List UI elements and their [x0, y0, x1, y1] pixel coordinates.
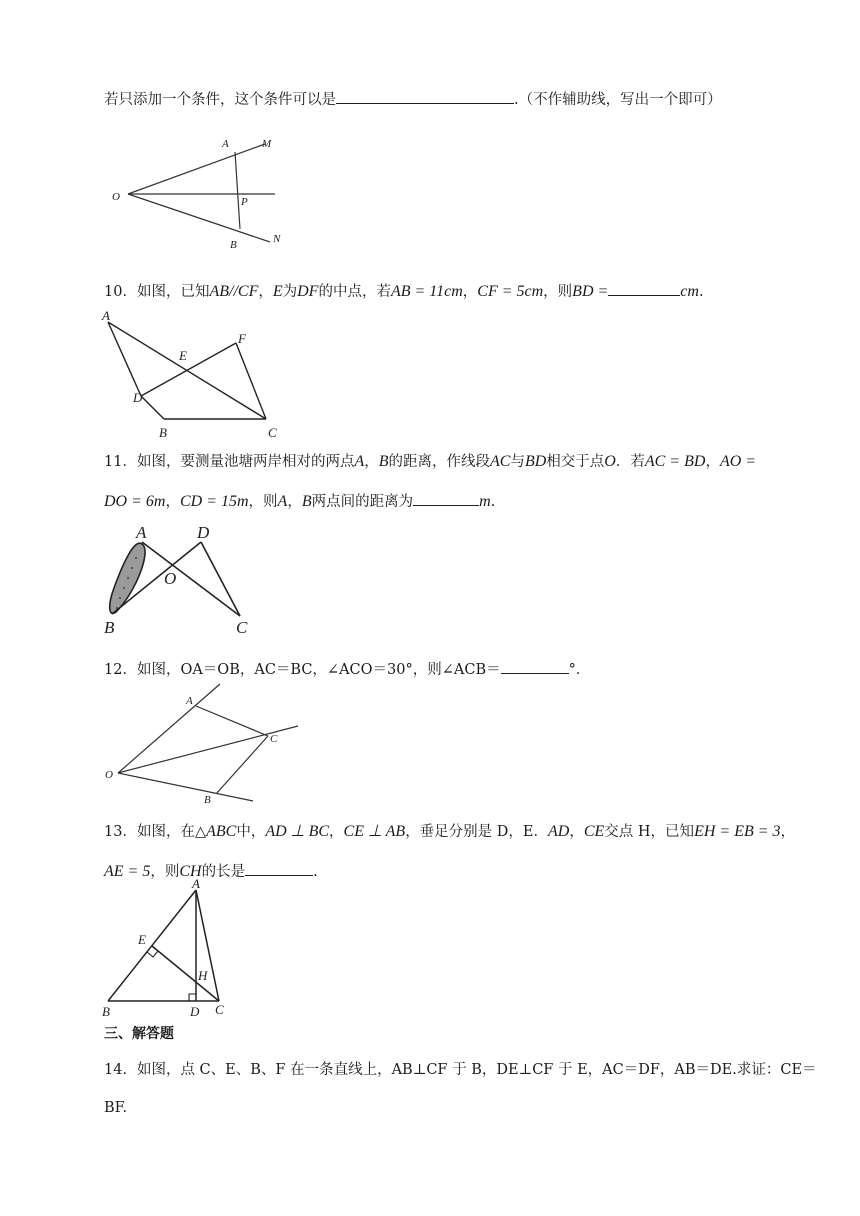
q11-text-line2: DO = 6m，CD = 15m，则A，B两点间的距离为 m. — [104, 490, 495, 512]
label-C: C — [236, 618, 248, 637]
label-D: D — [190, 1004, 200, 1019]
label-C: C — [215, 1002, 224, 1017]
q10-text: 10．如图，已知AB//CF，E为DF的中点，若AB = 11cm，CF = 5cm，则BD = cm. — [104, 280, 704, 302]
q12-text: 12．如图，OA＝OB，AC＝BC，∠ACO＝30°，则∠ACB＝ °． — [104, 658, 590, 680]
label-P: P — [241, 196, 248, 208]
label-D: D — [133, 390, 143, 405]
q12-answer-blank[interactable] — [501, 658, 569, 674]
q13-text-line2: AE = 5，则CH的长是 . — [104, 860, 318, 882]
label-F: F — [238, 331, 246, 346]
label-A: A — [136, 523, 147, 542]
q14-text-line2: BF. — [104, 1100, 128, 1116]
label-H: H — [198, 968, 208, 983]
label-C: C — [268, 425, 277, 440]
label-A: A — [186, 695, 193, 707]
q10-answer-blank[interactable] — [608, 280, 680, 296]
label-C: C — [270, 733, 278, 745]
label-O: O — [164, 569, 177, 588]
q10-figure — [100, 310, 290, 440]
q11-text-line1: 11．如图，要测量池塘两岸相对的两点A，B的距离，作线段AC与BD相交于点O．若AC = BD，AO = — [104, 453, 757, 470]
label-B: B — [204, 794, 211, 806]
q12-figure — [100, 680, 310, 810]
q14-text-line1: 14．如图，点 C、E、B、F 在一条直线上，AB⊥CF 于 B，DE⊥CF 于 E，AC＝DF，AB＝DE.求证：CE＝ — [104, 1062, 817, 1078]
label-B: B — [102, 1004, 110, 1019]
label-B: B — [159, 425, 167, 440]
q9-figure — [110, 132, 300, 252]
q13-text-line1: 13．如图，在△ABC中，AD ⊥ BC，CE ⊥ AB，垂足分别是 D，E．AD，CE交点 H，已知EH = EB = 3， — [104, 823, 796, 840]
q13-answer-blank[interactable] — [245, 860, 313, 876]
q9-text: 若只添加一个条件，这个条件可以是 .（不作辅助线，写出一个即可） — [104, 88, 722, 110]
label-B: B — [230, 239, 237, 251]
q11-figure — [100, 520, 270, 640]
label-D: D — [197, 523, 210, 542]
section-heading-3: 三、解答题 — [104, 1026, 174, 1042]
label-E: E — [179, 348, 187, 363]
q9-answer-blank[interactable] — [336, 88, 514, 104]
label-O: O — [105, 769, 113, 781]
pond-shape — [110, 543, 145, 613]
label-N: N — [273, 233, 281, 245]
label-B: B — [104, 618, 115, 637]
label-M: M — [262, 138, 272, 150]
q13-figure — [100, 876, 250, 1021]
label-E: E — [138, 932, 146, 947]
label-A: A — [222, 138, 229, 150]
q11-answer-blank[interactable] — [413, 490, 479, 506]
label-A: A — [102, 308, 110, 323]
label-O: O — [112, 191, 120, 203]
label-A: A — [192, 876, 200, 891]
